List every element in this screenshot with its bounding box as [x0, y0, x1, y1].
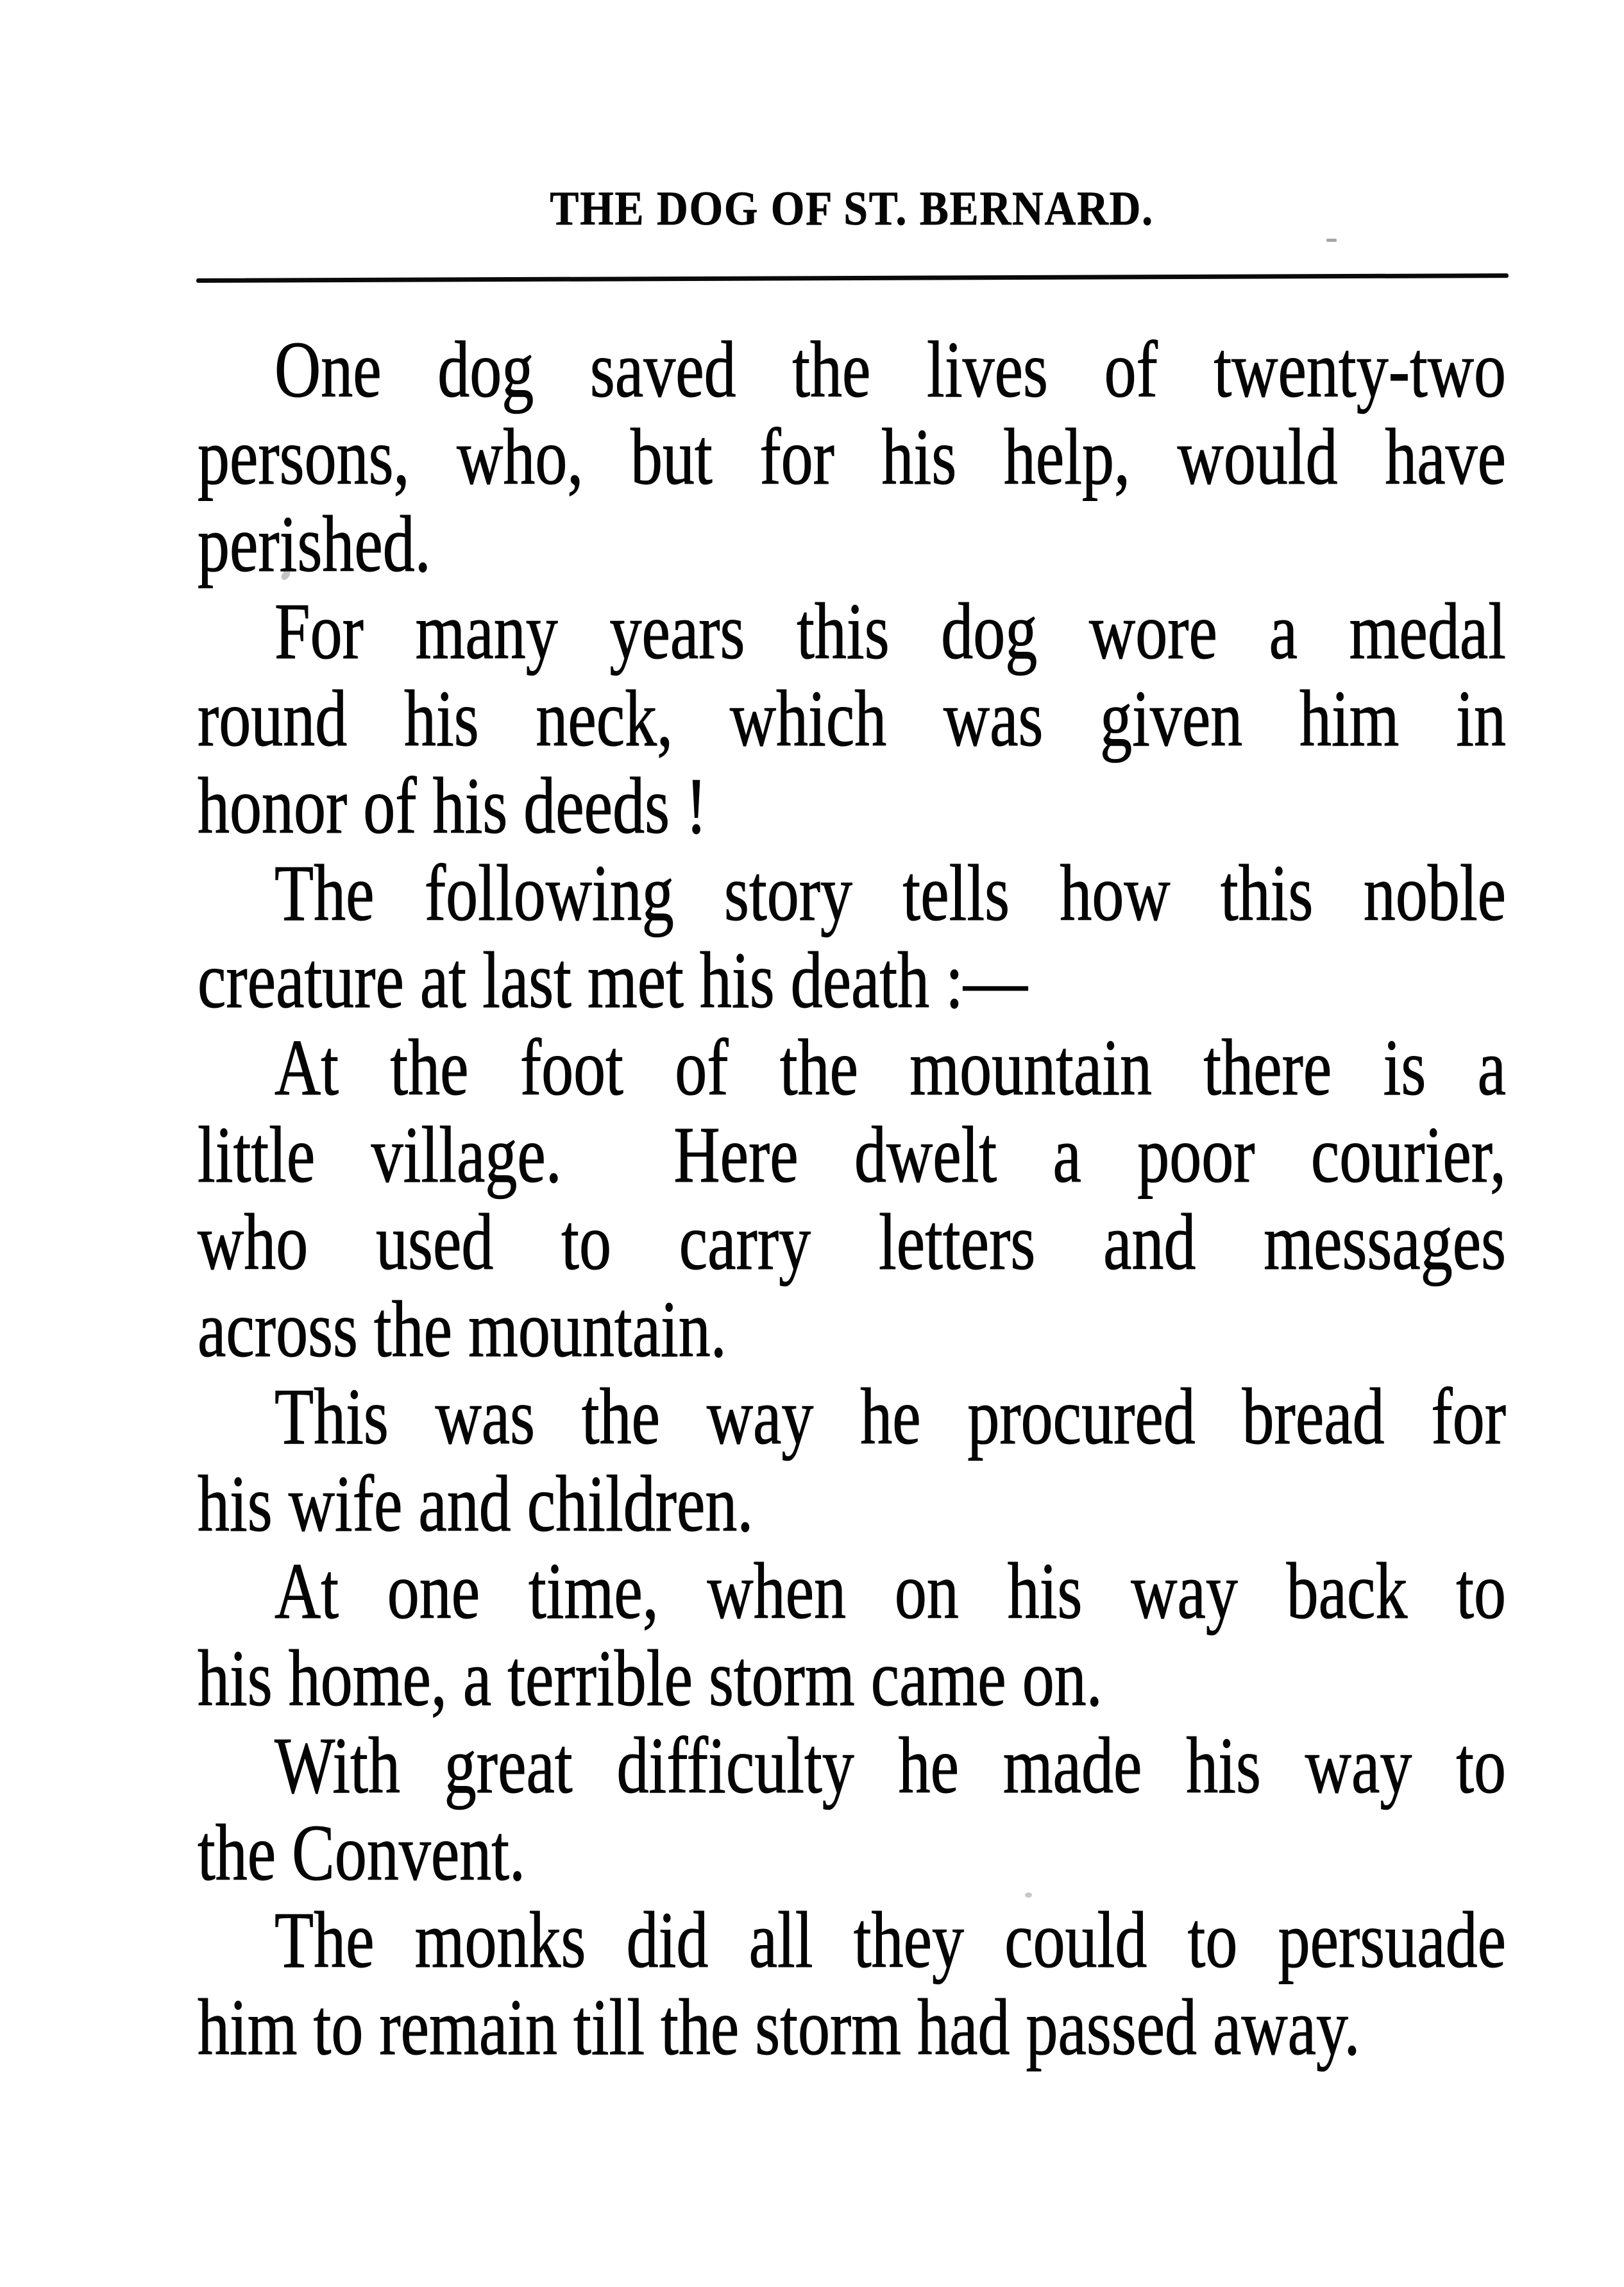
paragraph [198, 1897, 1506, 2071]
paragraph [198, 588, 1506, 850]
text-line: him to remain till the storm had passed away. [198, 1984, 1360, 2072]
text-line: At one time, when on his way back to [275, 1547, 1506, 1636]
text-line: who used to carry letters and messages [198, 1198, 1506, 1287]
text-line: across the mountain. [198, 1286, 727, 1374]
text-line: creature at last met his death :— [198, 937, 1028, 1025]
text-line: the Convent. [198, 1809, 526, 1898]
text-line: his wife and children. [198, 1460, 754, 1549]
text-line: For many years this dog wore a medal [275, 588, 1506, 676]
body-text [198, 327, 1506, 2071]
text-line: little village. Here dwelt a poor courier, [198, 1111, 1506, 1200]
text-line: perished. [198, 500, 431, 589]
scan-speck [1419, 633, 1423, 636]
text-line: round his neck, which was given him in [198, 675, 1506, 763]
scan-speck [1326, 239, 1337, 242]
scan-speck [1025, 1892, 1032, 1898]
divider-rule [196, 273, 1509, 283]
text-line: With great difficulty he made his way to [275, 1722, 1506, 1810]
text-line: his home, a terrible storm came on. [198, 1635, 1103, 1723]
text-line: At the foot of the mountain there is a [275, 1024, 1506, 1112]
text-line: This was the way he procured bread for [275, 1373, 1506, 1461]
page-title: THE DOG OF ST. BERNARD. [550, 182, 1154, 235]
text-line: persons, who, but for his help, would have [198, 413, 1506, 502]
paragraph [198, 1024, 1506, 1373]
paragraph [198, 850, 1506, 1024]
text-line: honor of his deeds ! [198, 762, 707, 851]
paragraph [198, 327, 1506, 588]
paragraph [198, 1722, 1506, 1897]
paragraph [198, 1548, 1506, 1722]
text-line: The monks did all they could to persuade [275, 1896, 1506, 1985]
text-line: The following story tells how this noble [275, 849, 1506, 938]
text-line: One dog saved the lives of twenty-two [275, 326, 1506, 414]
paragraph [198, 1373, 1506, 1548]
